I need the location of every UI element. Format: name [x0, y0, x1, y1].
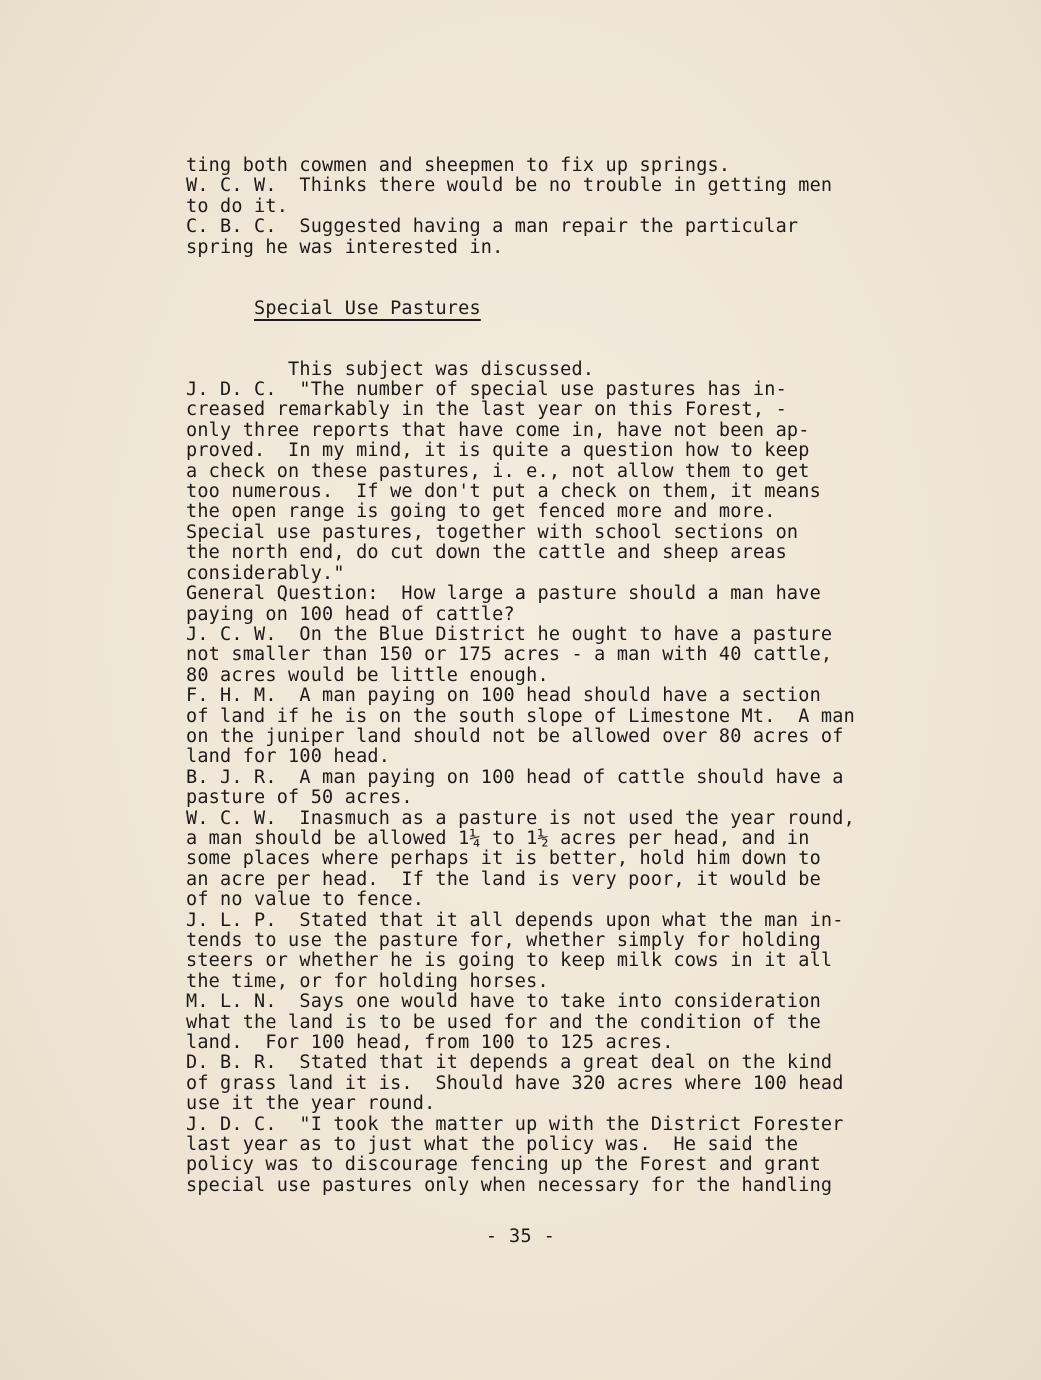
text-line: W. C. W. Inasmuch as a pasture is not used the year round, [186, 807, 855, 829]
text-line: land for 100 head. [186, 746, 391, 768]
text-line: paying on 100 head of cattle? [186, 603, 515, 625]
text-line: policy was to discourage fencing up the Forest and grant [186, 1154, 821, 1176]
text-line: use it the year round. [186, 1093, 436, 1115]
text-line: on the juniper land should not be allowed over 80 acres of [186, 725, 844, 747]
text-line: considerably." [186, 562, 345, 584]
text-line: creased remarkably in the last year on this Forest, - [186, 399, 787, 421]
text-line: D. B. R. Stated that it depends a great deal on the kind [186, 1052, 833, 1074]
text-line: F. H. M. A man paying on 100 head should have a section [186, 685, 821, 707]
typed-text-block [186, 156, 946, 1196]
text-line: the time, or for holding horses. [186, 970, 549, 992]
section-heading-row [186, 278, 946, 339]
text-line: special use pastures only when necessary for the handling [186, 1174, 833, 1196]
text-line: B. J. R. A man paying on 100 head of cattle should have a [186, 766, 844, 788]
text-line: J. D. C. "I took the matter up with the District Forester [186, 1113, 844, 1135]
text-line: an acre per head. If the land is very poor, it would be [186, 868, 821, 890]
text-line: to do it. [186, 195, 289, 217]
text-line: of no value to fence. [186, 889, 425, 911]
text-line: 80 acres would be little enough. [186, 664, 549, 686]
text-line: spring he was interested in. [186, 236, 504, 258]
text-line: J. D. C. "The number of special use pastures has in- [186, 379, 787, 401]
text-line: of grass land it is. Should have 320 acres where 100 head [186, 1072, 844, 1094]
text-line: too numerous. If we don't put a check on them, it means [186, 481, 821, 503]
text-line: some places where perhaps it is better, hold him down to [186, 848, 821, 870]
text-line: General Question: How large a pasture should a man have [186, 583, 821, 605]
spacer [186, 258, 946, 278]
text-line: Special use pastures, together with school sections on [186, 521, 799, 543]
text-line: last year as to just what the policy was. He said the [186, 1134, 799, 1156]
text-line: land. For 100 head, from 100 to 125 acres. [186, 1032, 674, 1054]
page-number: - 35 - [485, 1226, 556, 1247]
text-line: proved. In my mind, it is quite a question how to keep [186, 440, 810, 462]
text-line: J. L. P. Stated that it all depends upon what the man in- [186, 909, 844, 931]
section-heading: Special Use Pastures [254, 297, 481, 319]
text-line: a check on these pastures, i. e., not allow them to get [186, 460, 810, 482]
text-line: the open range is going to get fenced more and more. [186, 501, 776, 523]
text-line: This subject was discussed. [186, 358, 595, 380]
text-line: W. C. W. Thinks there would be no trouble in getting men [186, 175, 833, 197]
text-line: what the land is to be used for and the condition of the [186, 1011, 821, 1033]
text-line: not smaller than 150 or 175 acres - a man with 40 cattle, [186, 644, 833, 666]
text-line: J. C. W. On the Blue District he ought to have a pasture [186, 623, 833, 645]
text-line: C. B. C. Suggested having a man repair the particular [186, 216, 799, 238]
text-line: ting both cowmen and sheepmen to fix up springs. [186, 155, 731, 176]
text-line: only three reports that have come in, have not been ap- [186, 419, 810, 441]
text-line: tends to use the pasture for, whether simply for holding [186, 930, 821, 952]
text-line: of land if he is on the south slope of Limestone Mt. A man [186, 705, 855, 727]
text-line: a man should be allowed 1¼ to 1½ acres per head, and in [186, 827, 810, 849]
text-line: M. L. N. Says one would have to take into consideration [186, 991, 821, 1013]
text-line: the north end, do cut down the cattle and sheep areas [186, 542, 787, 564]
text-line: steers or whether he is going to keep milk cows in it all [186, 950, 833, 972]
text-line: pasture of 50 acres. [186, 787, 413, 809]
